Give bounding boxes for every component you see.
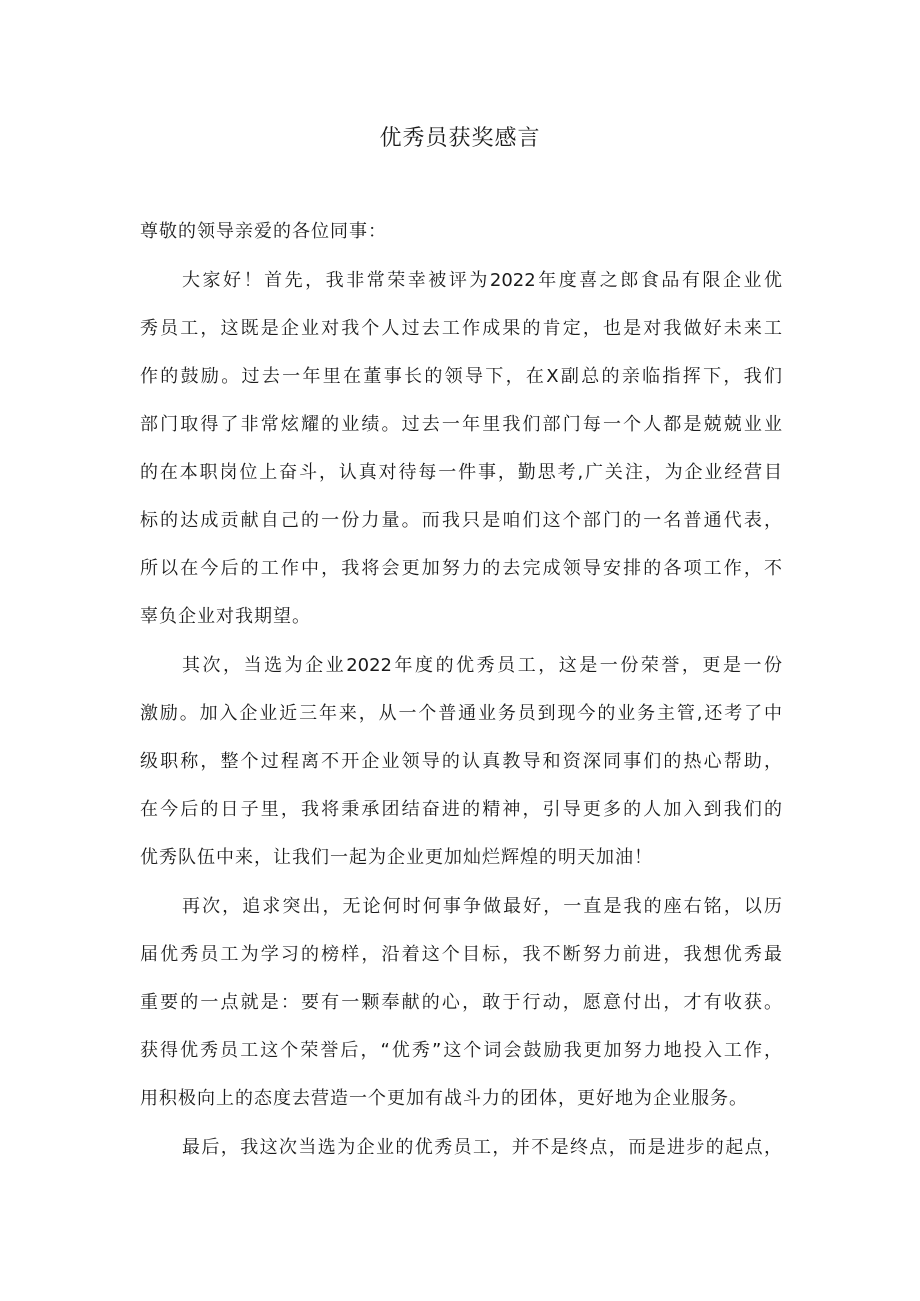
paragraph-line: 的在本职岗位上奋斗，认真对待每一件事，勤思考,广关注，为企业经营目	[140, 462, 782, 483]
paragraph-line: 作的鼓励。过去一年里在董事长的领导下，在X副总的亲临指挥下，我们	[140, 366, 782, 387]
paragraph-line: 届优秀员工为学习的榜样，沿着这个目标，我不断努力前进，我想优秀最	[140, 944, 782, 965]
paragraph-line: 级职称，整个过程离不开企业领导的认真教导和资深同事们的热心帮助，	[140, 751, 782, 772]
paragraph-line: 其次，当选为企业2022年度的优秀员工，这是一份荣誉，更是一份	[182, 655, 782, 676]
paragraph-line: 在今后的日子里，我将秉承团结奋进的精神，引导更多的人加入到我们的	[140, 799, 782, 820]
paragraph-line: 获得优秀员工这个荣誉后，“优秀”这个词会鼓励我更加努力地投入工作，	[140, 1040, 782, 1061]
paragraph-line: 秀员工，这既是企业对我个人过去工作成果的肯定，也是对我做好未来工	[140, 318, 782, 339]
paragraph-line: 部门取得了非常炫耀的业绩。过去一年里我们部门每一个人都是兢兢业业	[140, 414, 782, 435]
paragraph-line: 所以在今后的工作中，我将会更加努力的去完成领导安排的各项工作，不	[140, 558, 782, 579]
document-title: 优秀员获奖感言	[379, 126, 541, 151]
paragraph-line: 优秀队伍中来，让我们一起为企业更加灿烂辉煌的明天加油！	[140, 847, 653, 868]
paragraph-line: 大家好！首先，我非常荣幸被评为2022年度喜之郎食品有限企业优	[182, 270, 782, 291]
paragraph-line: 用积极向上的态度去营造一个更加有战斗力的团体，更好地为企业服务。	[140, 1088, 748, 1109]
paragraph-line: 最后，我这次当选为企业的优秀员工，并不是终点，而是进步的起点，	[182, 1137, 782, 1158]
paragraph-line: 重要的一点就是：要有一颗奉献的心，敢于行动，愿意付出，才有收获。	[140, 992, 782, 1013]
salutation: 尊敬的领导亲爱的各位同事：	[140, 221, 387, 242]
paragraph-line: 再次，追求突出，无论何时何事争做最好，一直是我的座右铭，以历	[182, 896, 782, 917]
paragraph-line: 激励。加入企业近三年来，从一个普通业务员到现今的业务主管,还考了中	[140, 703, 782, 724]
paragraph-line: 标的达成贡献自己的一份力量。而我只是咱们这个部门的一名普通代表，	[140, 510, 782, 531]
paragraph-line: 辜负企业对我期望。	[140, 606, 311, 627]
